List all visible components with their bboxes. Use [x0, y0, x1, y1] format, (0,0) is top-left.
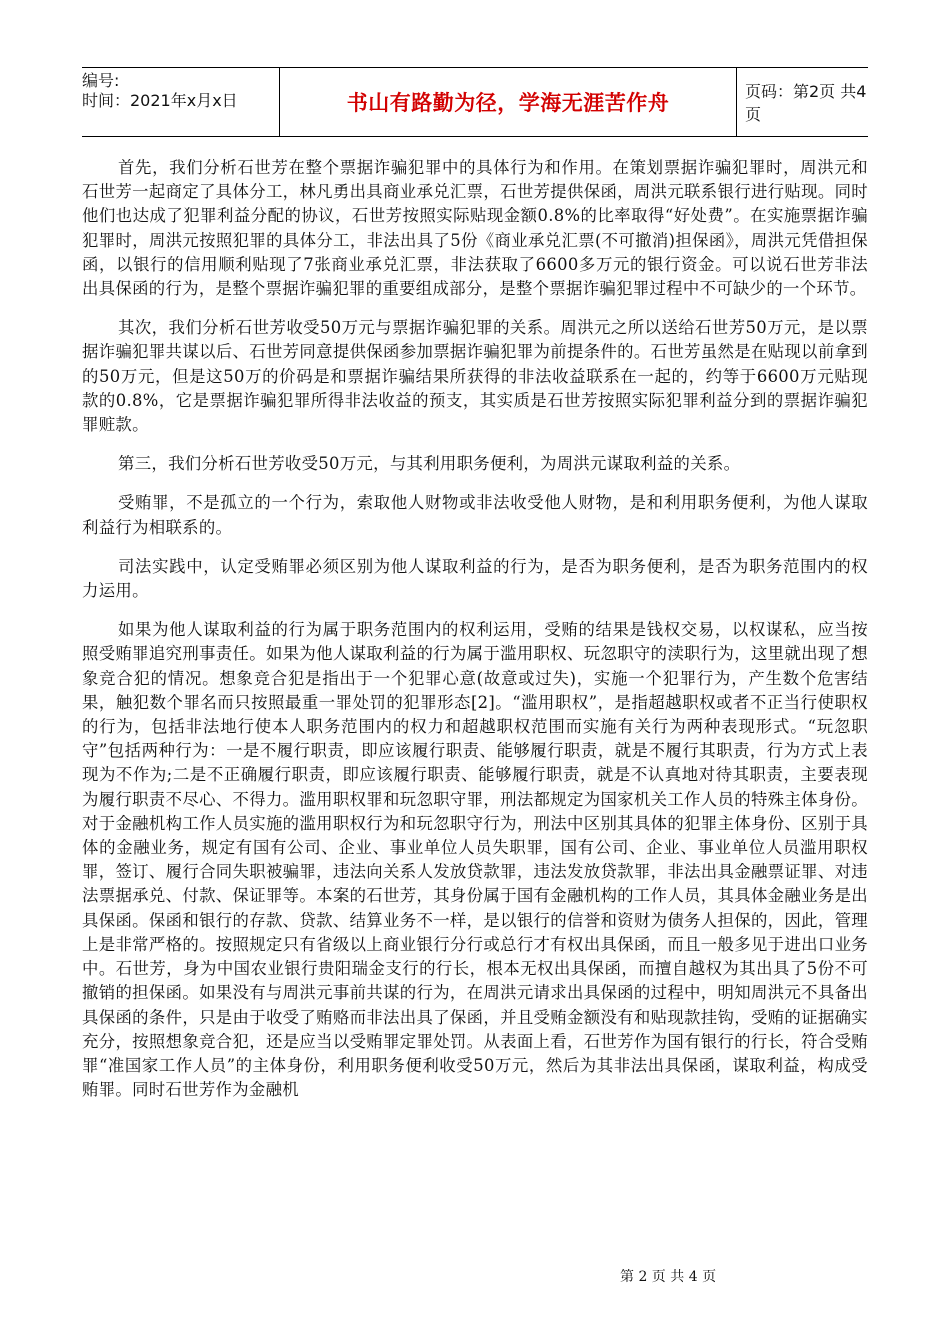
header-page-code: 页码：第2页 共4页	[745, 82, 867, 124]
paragraph-2: 其次，我们分析石世芳收受50万元与票据诈骗犯罪的关系。周洪元之所以送给石世芳50万元，是以票据诈骗犯罪共谋以后、石世芳同意提供保函参加票据诈骗犯罪为前提条件的。石世芳虽然是在贴现以前拿到的50万元，但是这50万的价码是和票据诈骗结果所获得的非法收益联系在一起的，约等于6600万元贴现款的0.8%，它是票据诈骗犯罪所得非法收益的预支，其实质是石世芳按照实际犯罪利益分到的票据诈骗犯罪赃款。	[82, 318, 868, 435]
paragraph-5: 司法实践中，认定受贿罪必须区别为他人谋取利益的行为，是否为职务便利，是否为职务范围内的权力运用。	[82, 556, 868, 601]
header-meta	[82, 68, 280, 136]
header-motto: 书山有路勤为径，学海无涯苦作舟	[280, 68, 737, 136]
paragraph-6: 如果为他人谋取利益的行为属于职务范围内的权利运用，受贿的结果是钱权交易，以权谋私，应当按照受贿罪追究刑事责任。如果为他人谋取利益的行为属于滥用职权、玩忽职守的渎职行为，这里就出现了想象竞合犯的情况。想象竞合犯是指出于一个犯罪心意(故意或过失)，实施一个犯罪行为，产生数个危害结果，触犯数个罪名而只按照最重一罪处罚的犯罪形态[2]。“滥用职权”，是指超越职权或者不正当行使职权的行为，包括非法地行使本人职务范围内的权力和超越职权范围而实施有关行为两种表现形式。“玩忽职守”包括两种行为：一是不履行职责，即应该履行职责、能够履行职责，就是不履行其职责，行为方式上表现为不作为;二是不正确履行职责，即应该履行职责、能够履行职责，就是不认真地对待其职责，主要表现为履行职责不尽心、不得力。滥用职权罪和玩忽职守罪，刑法都规定为国家机关工作人员的特殊主体身份。对于金融机构工作人员实施的滥用职权行为和玩忽职守行为，刑法中区别其具体的犯罪主体身份、区别于具体的金融业务，规定有国有公司、企业、事业单位人员失职罪，国有公司、企业、事业单位人员滥用职权罪，签订、履行合同失职被骗罪，违法向关系人发放贷款罪，违法发放贷款罪，非法出具金融票证罪、对违法票据承兑、付款、保证罪等。本案的石世芳，其身份属于国有金融机构的工作人员，其具体金融业务是出具保函。保函和银行的存款、贷款、结算业务不一样，是以银行的信誉和资财为债务人担保的，因此，管理上是非常严格的。按照规定只有省级以上商业银行分行或总行才有权出具保函，而且一般多见于进出口业务中。石世芳，身为中国农业银行贵阳瑞金支行的行长，根本无权出具保函，而擅自越权为其出具了5份不可撤销的担保函。如果没有与周洪元事前共谋的行为，在周洪元请求出具保函的过程中，明知周洪元不具备出具保函的条件，只是由于收受了贿赂而非法出具了保函，并且受贿金额没有和贴现款挂钩，受贿的证据确实充分，按照想象竞合犯，还是应当以受贿罪定罪处罚。从表面上看，石世芳作为国有银行的行长，符合受贿罪“准国家工作人员”的主体身份，利用职务便利收受50万元，然后为其非法出具保函，谋取利益，构成受贿罪。同时石世芳作为金融机	[82, 620, 868, 1100]
number-label: 编号:	[82, 71, 120, 90]
document-body	[82, 156, 868, 1117]
page-footer: 第 2 页 共 4 页	[620, 1269, 717, 1285]
time-label: 时间：2021年x月x日	[82, 91, 238, 110]
page-header	[82, 67, 868, 137]
paragraph-1: 首先，我们分析石世芳在整个票据诈骗犯罪中的具体行为和作用。在策划票据诈骗犯罪时，周洪元和石世芳一起商定了具体分工，林凡勇出具商业承兑汇票，石世芳提供保函，周洪元联系银行进行贴现。同时他们也达成了犯罪利益分配的协议，石世芳按照实际贴现金额0.8%的比率取得“好处费”。在实施票据诈骗犯罪时，周洪元按照犯罪的具体分工，非法出具了5份《商业承兑汇票(不可撤消)担保函》，周洪元凭借担保函，以银行的信用顺利贴现了7张商业承兑汇票，非法获取了6600多万元的银行资金。可以说石世芳非法出具保函的行为，是整个票据诈骗犯罪的重要组成部分，是整个票据诈骗犯罪过程中不可缺少的一个环节。	[82, 158, 868, 299]
paragraph-4: 受贿罪，不是孤立的一个行为，索取他人财物或非法收受他人财物，是和利用职务便利，为他人谋取利益行为相联系的。	[82, 493, 868, 537]
paragraph-3: 第三，我们分析石世芳收受50万元，与其利用职务便利，为周洪元谋取利益的关系。	[118, 454, 741, 474]
